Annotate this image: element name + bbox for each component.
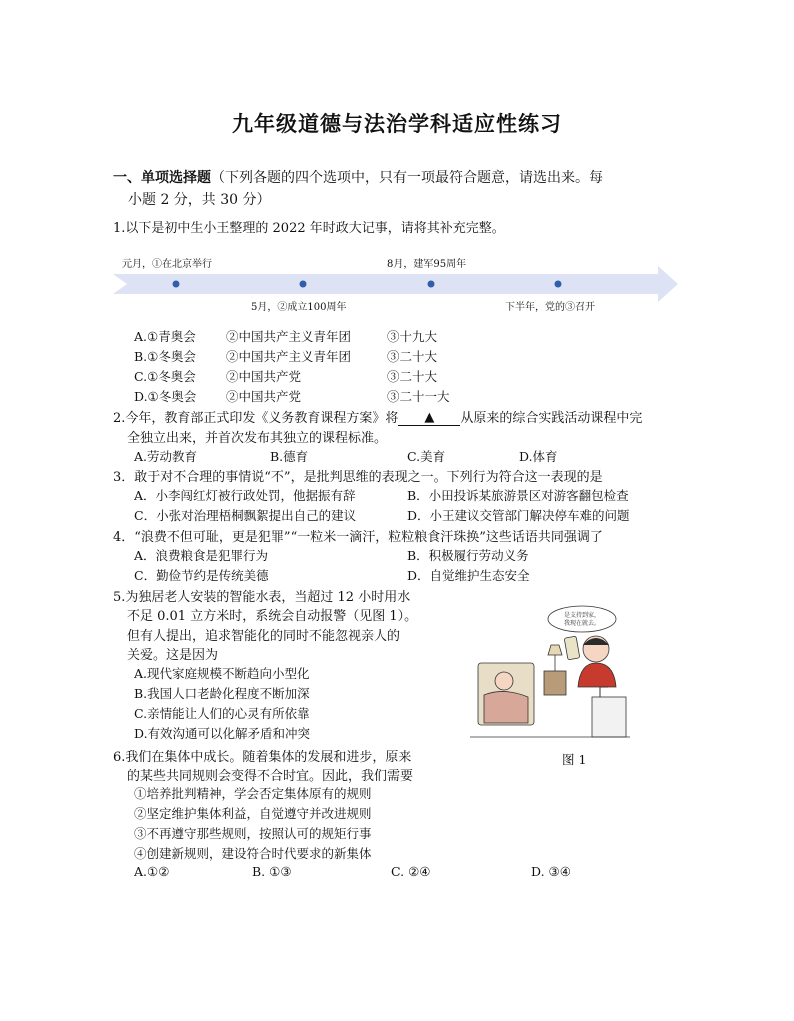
timeline-label-top-right: 8月，建军95周年: [387, 259, 467, 270]
q5-option-c: C.亲情能让人们的心灵有所依靠: [134, 706, 310, 721]
q6-option-c: C. ②④: [391, 864, 431, 879]
q2-stem-line2: 全独立出来，并首次发布其独立的课程标准。: [127, 431, 388, 446]
q4-option-a: A．浪费粮食是犯罪行为: [134, 548, 269, 563]
old-lady-head: [495, 672, 513, 690]
q6-item-2: ②坚定维护集体利益，自觉遵守并改进规则: [134, 806, 372, 821]
section-instructions-2: 小题 2 分，共 30 分）: [128, 192, 271, 208]
section-instructions-1: （下列各题的四个选项中，只有一项最符合题意，请选出来。每: [211, 170, 603, 186]
q6-option-d: D. ③④: [531, 864, 571, 879]
timeline-dot-4: [555, 281, 562, 288]
q6-item-1: ①培养批判精神，学会否定集体原有的规则: [134, 786, 372, 801]
q6-options: [134, 864, 694, 882]
bubble-text-2: 我现在就去。: [563, 620, 601, 627]
q6-item-3: ③不再遵守那些规则，按照认可的规矩行事: [134, 826, 372, 841]
q2-option-b: B.德育: [270, 449, 309, 464]
q3-option-d: D．小王建议交管部门解决停车难的问题: [407, 508, 630, 523]
q2-option-d: D.体育: [519, 449, 558, 464]
man-shirt: [578, 663, 616, 687]
bedside-table: [544, 671, 566, 695]
q5-line-2: 不足 0.01 立方米时，系统会自动报警（见图 1）。: [127, 609, 418, 624]
q2-options: [134, 447, 694, 465]
timeline-label-top-left: 元月，①在北京举行: [122, 259, 212, 270]
timeline-label-bottom-right: 下半年，党的③召开: [505, 302, 595, 313]
faucet-icon: [600, 687, 608, 697]
q2-option-c: C.美育: [407, 449, 446, 464]
q2-stem: 2.今年，教育部正式印发《义务教育课程方案》将 ▲ 从原来的综合实践活动课程中完: [113, 410, 643, 426]
bubble-text-1: 是支持到家，: [563, 612, 601, 619]
timeline-label-bottom-left: 5月，②成立100周年: [251, 302, 347, 313]
q4-option-b: B．积极履行劳动义务: [407, 548, 529, 563]
q3-option-a: A．小李闯红灯被行政处罚，他据振有辞: [134, 488, 356, 503]
q4-option-c: C．勤俭节约是传统美德: [134, 568, 269, 583]
q5-option-d: D.有效沟通可以化解矛盾和冲突: [134, 726, 311, 741]
sink-cabinet: [592, 697, 626, 737]
timeline-dot-3: [428, 281, 435, 288]
blanket: [484, 691, 528, 723]
q1-stem: 1.以下是初中生小王整理的 2022 年时政大记事，请将其补充完整。: [113, 221, 505, 236]
q5-line-3: 但有人提出，追求智能化的同时不能忽视亲人的: [127, 629, 401, 644]
timeline-dot-1: [173, 281, 180, 288]
q4-stem: 4．“浪费不但可耻，更是犯罪”“一粒米一滴汗，粒粒粮食汗珠换”这些话语共同强调了: [113, 530, 603, 545]
figure-caption: 图 1: [562, 752, 587, 767]
q3-option-b: B．小田投诉某旅游景区对游客翻包检查: [407, 488, 629, 503]
answer-blank: ▲: [398, 410, 460, 426]
q6-option-a: A.①②: [134, 864, 170, 879]
page-title: 九年级道德与法治学科适应性练习: [232, 111, 562, 136]
q6-line-1: 6.我们在集体中成长。随着集体的发展和进步，原来: [113, 750, 412, 765]
timeline-arrow: [113, 266, 678, 302]
q3-stem: 3．敢于对不合理的事情说“不”，是批判思维的表现之一。下列行为符合这一表现的是: [113, 470, 603, 485]
man-hair: [583, 638, 609, 645]
q2-option-a: A.劳动教育: [134, 449, 198, 464]
q5-line-1: 5.为独居老人安装的智能水表，当超过 12 小时用水: [113, 590, 411, 605]
q6-line-2: 的某些共同规则会变得不合时宜。因此，我们需要: [127, 769, 414, 784]
section-label: 一、单项选择题: [113, 170, 211, 186]
lamp-icon: [548, 645, 562, 655]
q6-option-b: B. ①③: [252, 864, 292, 879]
figure-1-illustration: [470, 605, 630, 745]
q3-option-c: C．小张对治理梧桐飘絮提出自己的建议: [134, 508, 357, 523]
section-heading: [113, 167, 603, 187]
q6-item-4: ④创建新规则，建设符合时代要求的新集体: [134, 846, 372, 861]
q4-option-d: D．自觉维护生态安全: [407, 568, 530, 583]
timeline-dot-2: [300, 281, 307, 288]
phone-icon: [564, 636, 580, 660]
q5-option-b: B.我国人口老龄化程度不断加深: [134, 686, 310, 701]
q5-option-a: A.现代家庭规模不断趋向小型化: [134, 666, 310, 681]
speech-bubble: [548, 606, 616, 632]
q5-line-4: 关爱。这是因为: [127, 648, 219, 663]
